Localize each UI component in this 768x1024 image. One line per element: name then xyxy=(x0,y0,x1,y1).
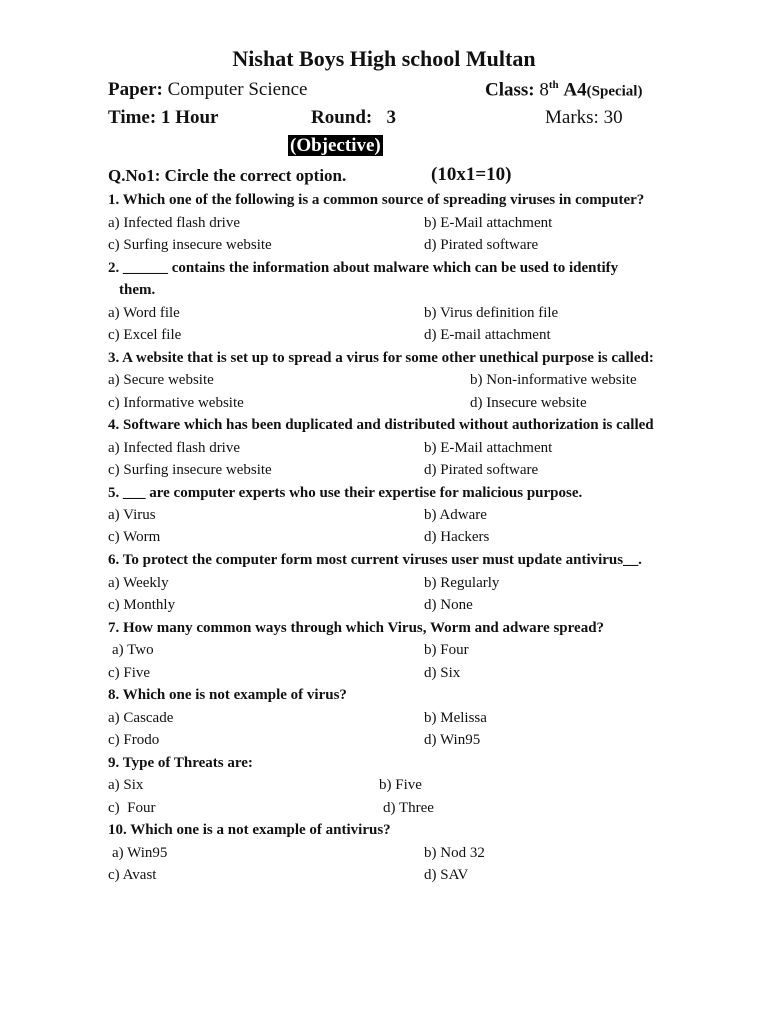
question-9: 9. Type of Threats are: xyxy=(108,755,253,771)
section-instruction: Q.No1: Circle the correct option. xyxy=(108,166,347,185)
q1-option-a: a) Infected flash drive xyxy=(108,215,241,231)
q2-option-b: b) Virus definition file xyxy=(424,305,559,321)
class-label: Class: xyxy=(485,79,535,101)
q7-option-d: d) Six xyxy=(424,665,461,681)
q10-option-a: a) Win95 xyxy=(112,845,168,861)
q4-option-a: a) Infected flash drive xyxy=(108,440,241,456)
marks-line: Marks: 30 xyxy=(545,107,623,128)
round-value: 3 xyxy=(386,107,396,128)
class-line xyxy=(485,79,642,101)
q1-option-b: b) E-Mail attachment xyxy=(424,215,553,231)
question-7: 7. How many common ways through which Virus, Worm and adware spread? xyxy=(108,620,605,636)
q6-option-d: d) None xyxy=(424,597,473,613)
question-1: 1. Which one of the following is a common source of spreading viruses in computer? xyxy=(108,192,645,208)
q1-option-c: c) Surfing insecure website xyxy=(108,237,272,253)
paper-label: Paper: xyxy=(108,79,163,100)
class-sup: th xyxy=(548,79,559,91)
objective-badge xyxy=(288,135,383,157)
class-value: 8 xyxy=(539,79,549,101)
objective-label: (Objective) xyxy=(290,135,381,156)
question-4: 4. Software which has been duplicated and distributed without authorization is called xyxy=(108,417,654,433)
q2-option-d: d) E-mail attachment xyxy=(424,327,551,343)
q3-option-c: c) Informative website xyxy=(108,395,244,411)
question-2: 2. ______ contains the information about malware which can be used to identify xyxy=(108,260,619,276)
q9-option-a: a) Six xyxy=(108,777,144,793)
question-10: 10. Which one is a not example of antivirus? xyxy=(108,822,391,838)
q6-option-b: b) Regularly xyxy=(424,575,500,591)
q8-option-a: a) Cascade xyxy=(108,710,174,726)
q3-option-a: a) Secure website xyxy=(108,372,214,388)
q5-option-b: b) Adware xyxy=(424,507,487,523)
time-line: Time: 1 Hour xyxy=(108,107,219,128)
q1-option-d: d) Pirated software xyxy=(424,237,539,253)
q4-option-d: d) Pirated software xyxy=(424,462,539,478)
q8-option-b: b) Melissa xyxy=(424,710,487,726)
q9-option-d: d) Three xyxy=(383,800,434,816)
round-label: Round: xyxy=(311,107,373,128)
q5-option-c: c) Worm xyxy=(108,529,161,545)
question-3: 3. A website that is set up to spread a virus for some other unethical purpose is called: xyxy=(108,350,654,366)
q4-option-b: b) E-Mail attachment xyxy=(424,440,553,456)
q3-option-d: d) Insecure website xyxy=(470,395,587,411)
q10-option-c: c) Avast xyxy=(108,867,157,883)
class-note: (Special) xyxy=(586,83,643,100)
question-6: 6. To protect the computer form most current viruses user must update antivirus__. xyxy=(108,552,642,568)
q5-option-a: a) Virus xyxy=(108,507,156,523)
section-marks: (10x1=10) xyxy=(431,164,512,185)
q7-option-a: a) Two xyxy=(112,642,154,658)
q10-option-b: b) Nod 32 xyxy=(424,845,485,861)
school-title: Nishat Boys High school Multan xyxy=(232,46,536,71)
question-5: 5. ___ are computer experts who use their expertise for malicious purpose. xyxy=(108,485,583,501)
q6-option-c: c) Monthly xyxy=(108,597,176,613)
class-section: A4 xyxy=(563,79,587,101)
q2-option-c: c) Excel file xyxy=(108,327,182,343)
q10-option-d: d) SAV xyxy=(424,867,469,883)
question-2-cont: them. xyxy=(119,282,156,298)
q3-option-b: b) Non-informative website xyxy=(470,372,637,388)
paper-line xyxy=(108,79,307,101)
q5-option-d: d) Hackers xyxy=(424,529,490,545)
q9-option-b: b) Five xyxy=(379,777,422,793)
round-line xyxy=(311,107,396,129)
paper-value: Computer Science xyxy=(167,79,308,100)
q9-option-c: c) Four xyxy=(108,800,156,816)
q2-option-a: a) Word file xyxy=(108,305,180,321)
q8-option-c: c) Frodo xyxy=(108,732,160,748)
q8-option-d: d) Win95 xyxy=(424,732,481,748)
q6-option-a: a) Weekly xyxy=(108,575,169,591)
q7-option-c: c) Five xyxy=(108,665,151,681)
q7-option-b: b) Four xyxy=(424,642,469,658)
question-8: 8. Which one is not example of virus? xyxy=(108,687,347,703)
q4-option-c: c) Surfing insecure website xyxy=(108,462,272,478)
